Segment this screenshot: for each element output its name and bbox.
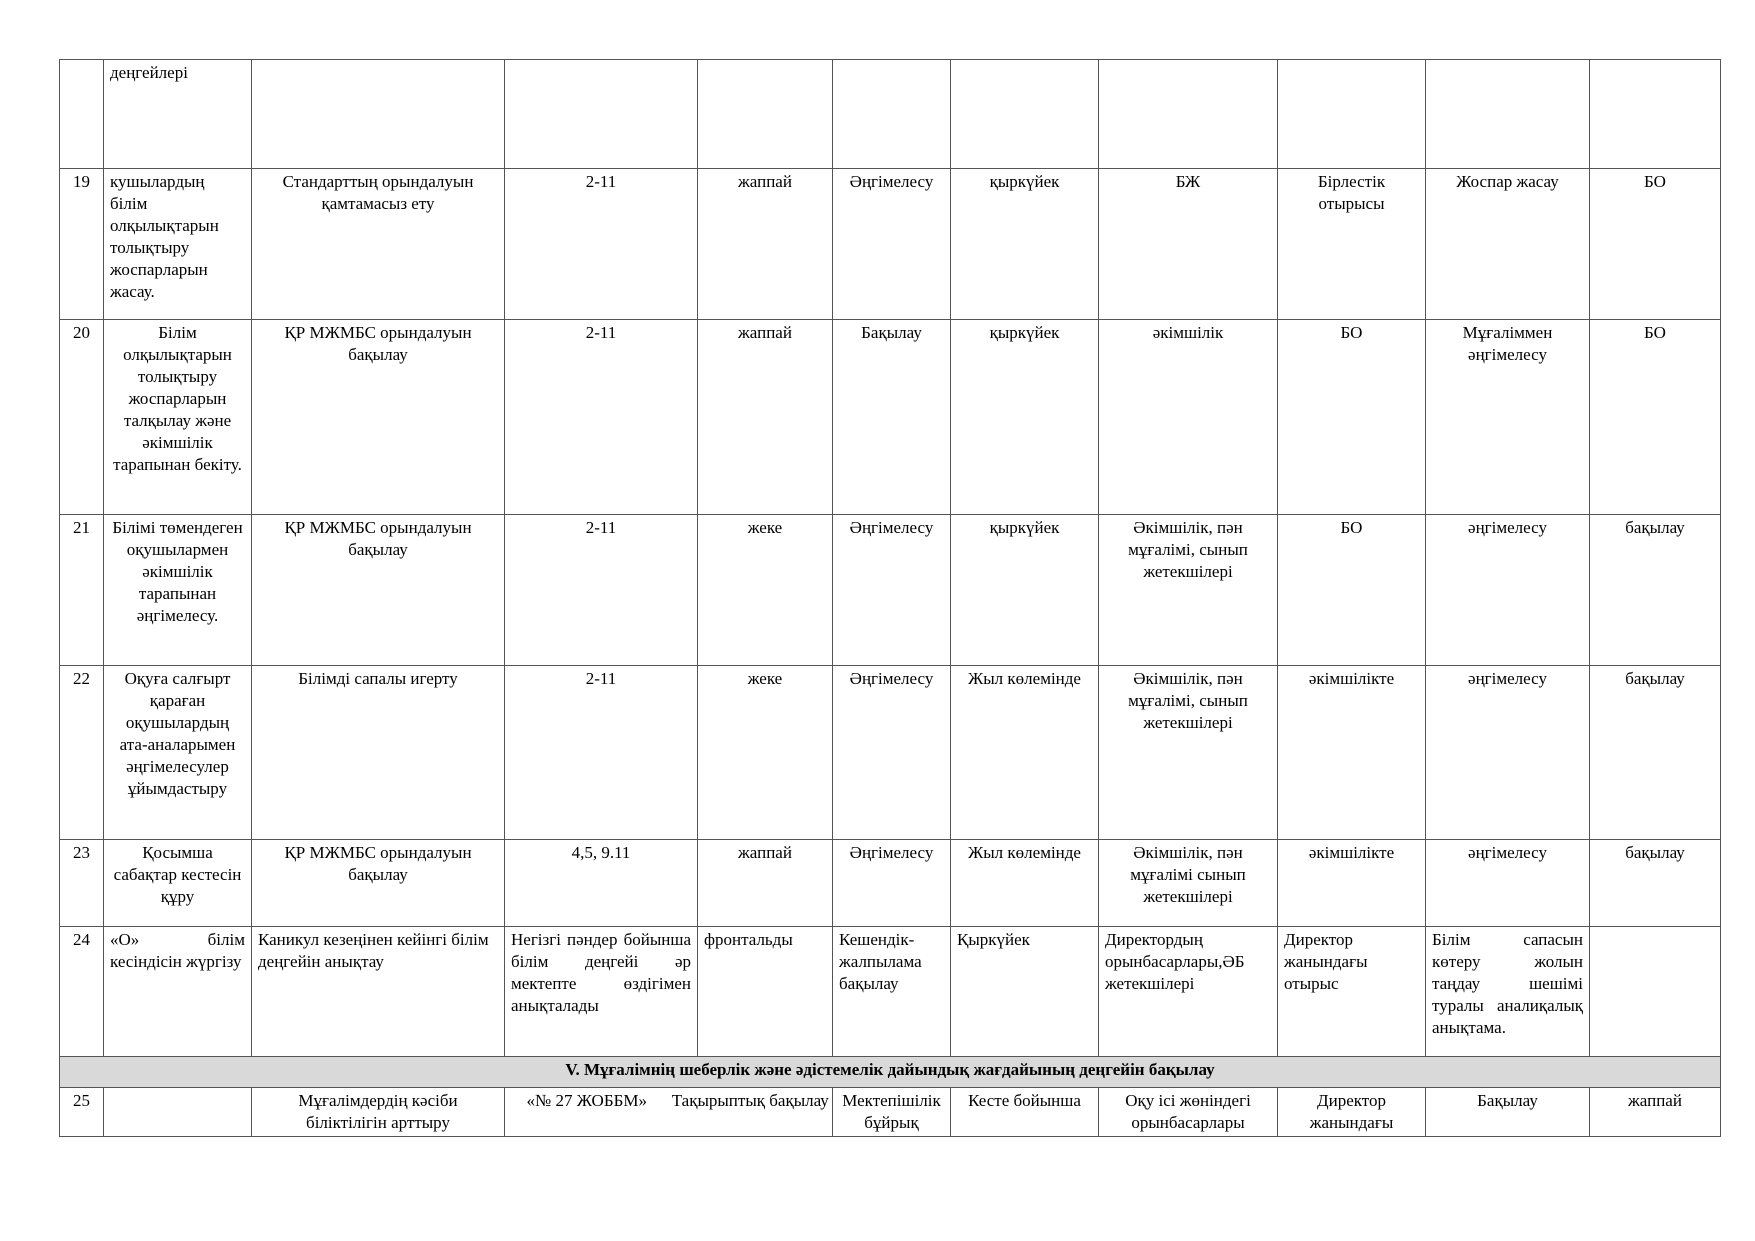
table-row: [60, 840, 1721, 927]
repeat-control: бақылау: [1590, 840, 1721, 927]
row-number: 23: [60, 840, 104, 927]
decision: [1426, 60, 1590, 169]
control-topic: кушылардың білім олқылықтарын толықтыру жоспарларын жасау.: [104, 169, 252, 320]
repeat-control: [1590, 60, 1721, 169]
control-goal: ҚР МЖМБС орындалуын бақылау: [252, 320, 505, 515]
responsible: Оқу ісі жөніндегі орынбасарлары: [1099, 1088, 1278, 1137]
section-header-row: [60, 1057, 1721, 1088]
decision: әңгімелесу: [1426, 666, 1590, 840]
decision: әңгімелесу: [1426, 515, 1590, 666]
review-place: БО: [1278, 515, 1426, 666]
control-method: Әңгімелесу: [833, 840, 951, 927]
section-title: V. Мұғалімнің шеберлік және әдістемелік дайындық жағдайының деңгейін бақылау: [60, 1057, 1721, 1088]
repeat-control: бақылау: [1590, 515, 1721, 666]
table-row: [60, 1088, 1721, 1137]
row-number: 19: [60, 169, 104, 320]
control-type: жеке: [698, 515, 833, 666]
repeat-control: жаппай: [1590, 1088, 1721, 1137]
review-place: Директор жанындағы: [1278, 1088, 1426, 1137]
control-method: [833, 60, 951, 169]
control-goal: Мұғалімдердің кәсіби біліктілігін арттыру: [252, 1088, 505, 1137]
control-goal: Білімді сапалы игерту: [252, 666, 505, 840]
row-number: [60, 60, 104, 169]
row-number: 22: [60, 666, 104, 840]
decision: Білім сапасын көтеру жолын таңдау шешімі туралы аналиқалық анықтама.: [1426, 927, 1590, 1057]
control-topic: [104, 1088, 252, 1137]
control-goal: [252, 60, 505, 169]
decision: Мұғаліммен әңгімелесу: [1426, 320, 1590, 515]
control-goal: Стандарттың орындалуын қамтамасыз ету: [252, 169, 505, 320]
control-topic: Оқуға салғырт қараған оқушылардың ата-аналарымен әңгімелесулер ұйымдастыру: [104, 666, 252, 840]
table-row: [60, 515, 1721, 666]
control-type: жаппай: [698, 169, 833, 320]
control-date: Қыркүйек: [951, 927, 1099, 1057]
control-type: фронтальды: [698, 927, 833, 1057]
control-object: 2-11: [505, 666, 698, 840]
control-method: Кешендік-жалпылама бақылау: [833, 927, 951, 1057]
control-object: «№ 27 ЖОББМ»: [526, 1091, 647, 1110]
repeat-control: [1590, 927, 1721, 1057]
control-goal: ҚР МЖМБС орындалуын бақылау: [252, 840, 505, 927]
control-topic: деңгейлері: [104, 60, 252, 169]
control-method: Әңгімелесу: [833, 169, 951, 320]
row-number: 20: [60, 320, 104, 515]
responsible: Әкімшілік, пән мұғалімі сынып жетекшілері: [1099, 840, 1278, 927]
control-goal: Каникул кезеңінен кейінгі білім деңгейін анықтау: [252, 927, 505, 1057]
control-object: Негізгі пәндер бойынша білім деңгейі әр мектепте өздігімен анықталады: [505, 927, 698, 1057]
control-object: 4,5, 9.11: [505, 840, 698, 927]
control-type: жаппай: [698, 320, 833, 515]
table-row: [60, 927, 1721, 1057]
table-row: [60, 169, 1721, 320]
responsible: [1099, 60, 1278, 169]
control-topic: Қосымша сабақтар кестесін құру: [104, 840, 252, 927]
responsible: әкімшілік: [1099, 320, 1278, 515]
decision: әңгімелесу: [1426, 840, 1590, 927]
control-type: Тақырыптық бақылау: [671, 1091, 829, 1110]
control-topic: Білім олқылықтарын толықтыру жоспарларын талқылау және әкімшілік тарапынан бекіту.: [104, 320, 252, 515]
repeat-control: бақылау: [1590, 666, 1721, 840]
table-row: [60, 320, 1721, 515]
control-method: Әңгімелесу: [833, 666, 951, 840]
control-type: жеке: [698, 666, 833, 840]
control-date: қыркүйек: [951, 320, 1099, 515]
review-place: Бірлестік отырысы: [1278, 169, 1426, 320]
control-date: Жыл көлемінде: [951, 840, 1099, 927]
control-date: қыркүйек: [951, 515, 1099, 666]
control-type: [698, 60, 833, 169]
control-method: Мектепішілік бұйрық: [833, 1088, 951, 1137]
repeat-control: БО: [1590, 169, 1721, 320]
decision: Бақылау: [1426, 1088, 1590, 1137]
row-number: 21: [60, 515, 104, 666]
control-object: 2-11: [505, 320, 698, 515]
control-topic: «О» білім кесіндісін жүргізу: [104, 927, 252, 1057]
control-date: Кесте бойынша: [951, 1088, 1099, 1137]
control-type: жаппай: [698, 840, 833, 927]
repeat-control: БО: [1590, 320, 1721, 515]
table-row: [60, 666, 1721, 840]
review-place: әкімшілікте: [1278, 840, 1426, 927]
control-date: Жыл көлемінде: [951, 666, 1099, 840]
responsible: БЖ: [1099, 169, 1278, 320]
control-object: 2-11: [505, 169, 698, 320]
row-number: 24: [60, 927, 104, 1057]
review-place: [1278, 60, 1426, 169]
control-date: қыркүйек: [951, 169, 1099, 320]
control-method: Бақылау: [833, 320, 951, 515]
review-place: әкімшілікте: [1278, 666, 1426, 840]
control-object: [505, 60, 698, 169]
responsible: Әкімшілік, пән мұғалімі, сынып жетекшілері: [1099, 666, 1278, 840]
table-row: [60, 60, 1721, 169]
row-number: 25: [60, 1088, 104, 1137]
control-topic: Білімі төмендеген оқушылармен әкімшілік тарапынан әңгімелесу.: [104, 515, 252, 666]
control-plan-table: [59, 59, 1721, 1137]
control-object-split: [505, 1088, 833, 1137]
control-date: [951, 60, 1099, 169]
control-goal: ҚР МЖМБС орындалуын бақылау: [252, 515, 505, 666]
decision: Жоспар жасау: [1426, 169, 1590, 320]
review-place: БО: [1278, 320, 1426, 515]
responsible: Әкімшілік, пән мұғалімі, сынып жетекшілері: [1099, 515, 1278, 666]
control-method: Әңгімелесу: [833, 515, 951, 666]
control-object: 2-11: [505, 515, 698, 666]
split-cell: [505, 1090, 832, 1112]
review-place: Директор жанындағы отырыс: [1278, 927, 1426, 1057]
responsible: Директордың орынбасарлары,ӘБ жетекшілері: [1099, 927, 1278, 1057]
